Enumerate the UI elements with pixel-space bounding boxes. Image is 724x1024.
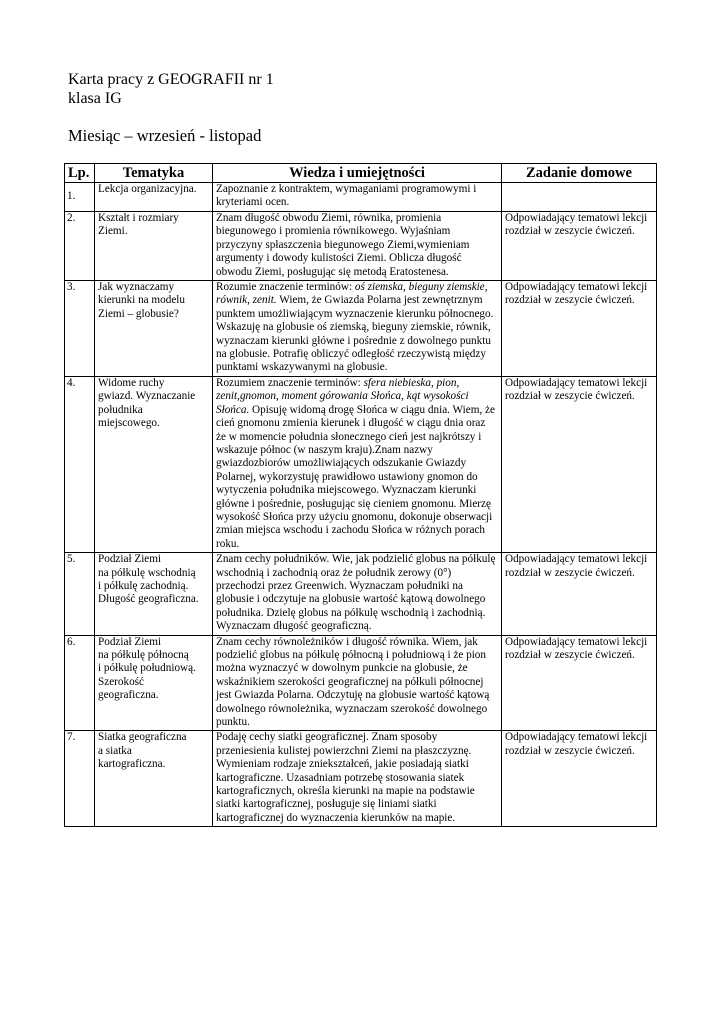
- row-knowledge: Rozumie znaczenie terminów: oś ziemska, bieguny ziemskie, równik, zenit. Wiem, że Gwiazda Polarna jest zewnętrznym punktem umożliwiającym wyznaczenie kierunku północnego. Wskazuję na globusie oś ziemską, bieguny ziemskie, równik, wyznaczam kierunki główne i pośrednie z dowolnego punktu na globusie. Potrafię obliczyć odległość rzeczywistą między punktami wskazywanymi na globusie.: [213, 281, 502, 377]
- row-knowledge: Zapoznanie z kontraktem, wymaganiami programowymi i kryteriami ocen.: [213, 183, 502, 212]
- row-topic: Lekcja organizacyjna.: [95, 183, 213, 212]
- class-label: klasa IG: [68, 90, 122, 107]
- row-homework: Odpowiadający tematowi lekcji rozdział w zeszycie ćwiczeń.: [502, 376, 657, 552]
- row-homework: Odpowiadający tematowi lekcji rozdział w zeszycie ćwiczeń.: [502, 731, 657, 827]
- column-header-homework: Zadanie domowe: [502, 164, 657, 183]
- row-number: 1.: [65, 183, 95, 212]
- row-homework: Odpowiadający tematowi lekcji rozdział w zeszycie ćwiczeń.: [502, 635, 657, 731]
- row-topic: Jak wyznaczamy kierunki na modelu Ziemi – globusie?: [95, 281, 213, 377]
- month-range: Miesiąc – wrzesień - listopad: [68, 126, 262, 145]
- row-knowledge: Znam cechy południków. Wie, jak podzielić globus na półkulę wschodnią i zachodnią oraz że południk zerowy (0°) przechodzi przez Greenwich. Wyznaczam południki na globusie i odczytuje na globusie wartość kątową dowolnego południka. Dzielę globus na półkulę wschodnią i zachodnią. Wyznaczam długość geograficzną.: [213, 553, 502, 635]
- table-row: [65, 281, 657, 377]
- row-knowledge: Znam długość obwodu Ziemi, równika, promienia biegunowego i promienia równikowego. Wyjaśniam przyczyny spłaszczenia biegunowego Ziemi,wymieniam argumenty i dowody kulistości Ziemi. Oblicza długość obwodu Ziemi, posługując się metodą Eratostenesa.: [213, 212, 502, 281]
- column-header-lp: Lp.: [65, 164, 95, 183]
- table-row: [65, 183, 657, 212]
- row-number: 4.: [65, 376, 95, 552]
- row-homework: Odpowiadający tematowi lekcji rozdział w zeszycie ćwiczeń.: [502, 553, 657, 635]
- row-topic: Siatka geograficzna a siatka kartograficzna.: [95, 731, 213, 827]
- table-row: [65, 731, 657, 827]
- row-knowledge: Znam cechy równoleżników i długość równika. Wiem, jak podzielić globus na półkulę północną i południową i że pion można wyznaczyć w dowolnym punkcie na globusie, że wskaźnikiem szerokości geograficznej na półkuli północnej jest Gwiazda Polarna. Odczytuję na globusie wartość kątową dowolnego równoleżnika, wyznaczam szerokość dowolnego punktu.: [213, 635, 502, 731]
- column-header-topic: Tematyka: [95, 164, 213, 183]
- row-topic: Podział Ziemi na półkulę wschodnią i półkulę zachodnią. Długość geograficzna.: [95, 553, 213, 635]
- row-topic: Podział Ziemi na półkulę północną i półkulę południową. Szerokość geograficzna.: [95, 635, 213, 731]
- row-knowledge: Podaję cechy siatki geograficznej. Znam sposoby przeniesienia kulistej powierzchni Ziemi na płaszczyznę. Wymieniam rodzaje zniekształceń, jakie posiadają siatki kartograficzne. Uzasadniam potrzebę stosowania siatek kartograficznych, określa kierunki na mapie na podstawie siatki kartograficznej, posługuje się liniami siatki kartograficznej do wyznaczenia kierunków na mapie.: [213, 731, 502, 827]
- document-header: [68, 70, 274, 145]
- table-row: [65, 553, 657, 635]
- table-row: [65, 212, 657, 281]
- row-number: 6.: [65, 635, 95, 731]
- row-topic: Kształt i rozmiary Ziemi.: [95, 212, 213, 281]
- row-topic: Widome ruchy gwiazd. Wyznaczanie południka miejscowego.: [95, 376, 213, 552]
- row-knowledge: Rozumiem znaczenie terminów: sfera niebieska, pion, zenit,gnomon, moment górowania Słońca, kąt wysokości Słońca. Opisuję widomą drogę Słońca w ciągu dnia. Wiem, że cień gnomonu zmienia kierunek i długość w ciągu dnia oraz że w momencie południa słonecznego cień jest najkrótszy i wskazuje północ (w naszym kraju).Znam nazwy gwiazdozbiorów umożliwiających odszukanie Gwiazdy Polarnej, wykorzystuję prawidłowo ustawiony gnomon do wytyczenia południka miejscowego. Wyznaczam kierunki główne i pośrednie, posługując się cieniem gnomonu. Mierzę wysokość Słońca przy użyciu gnomonu, dokonuje obserwacji zmian miejsca wschodu i zachodu Słońca w różnych porach roku.: [213, 376, 502, 552]
- row-homework: Odpowiadający tematowi lekcji rozdział w zeszycie ćwiczeń.: [502, 281, 657, 377]
- row-number: 2.: [65, 212, 95, 281]
- column-header-knowledge: Wiedza i umiejętności: [213, 164, 502, 183]
- table-header-row: [65, 164, 657, 183]
- table-row: [65, 376, 657, 552]
- lesson-plan-table: [64, 163, 657, 827]
- row-homework: Odpowiadający tematowi lekcji rozdział w zeszycie ćwiczeń.: [502, 212, 657, 281]
- row-homework: [502, 183, 657, 212]
- row-number: 7.: [65, 731, 95, 827]
- document-title: Karta pracy z GEOGRAFII nr 1: [68, 71, 274, 88]
- row-number: 3.: [65, 281, 95, 377]
- row-number: 5.: [65, 553, 95, 635]
- table-row: [65, 635, 657, 731]
